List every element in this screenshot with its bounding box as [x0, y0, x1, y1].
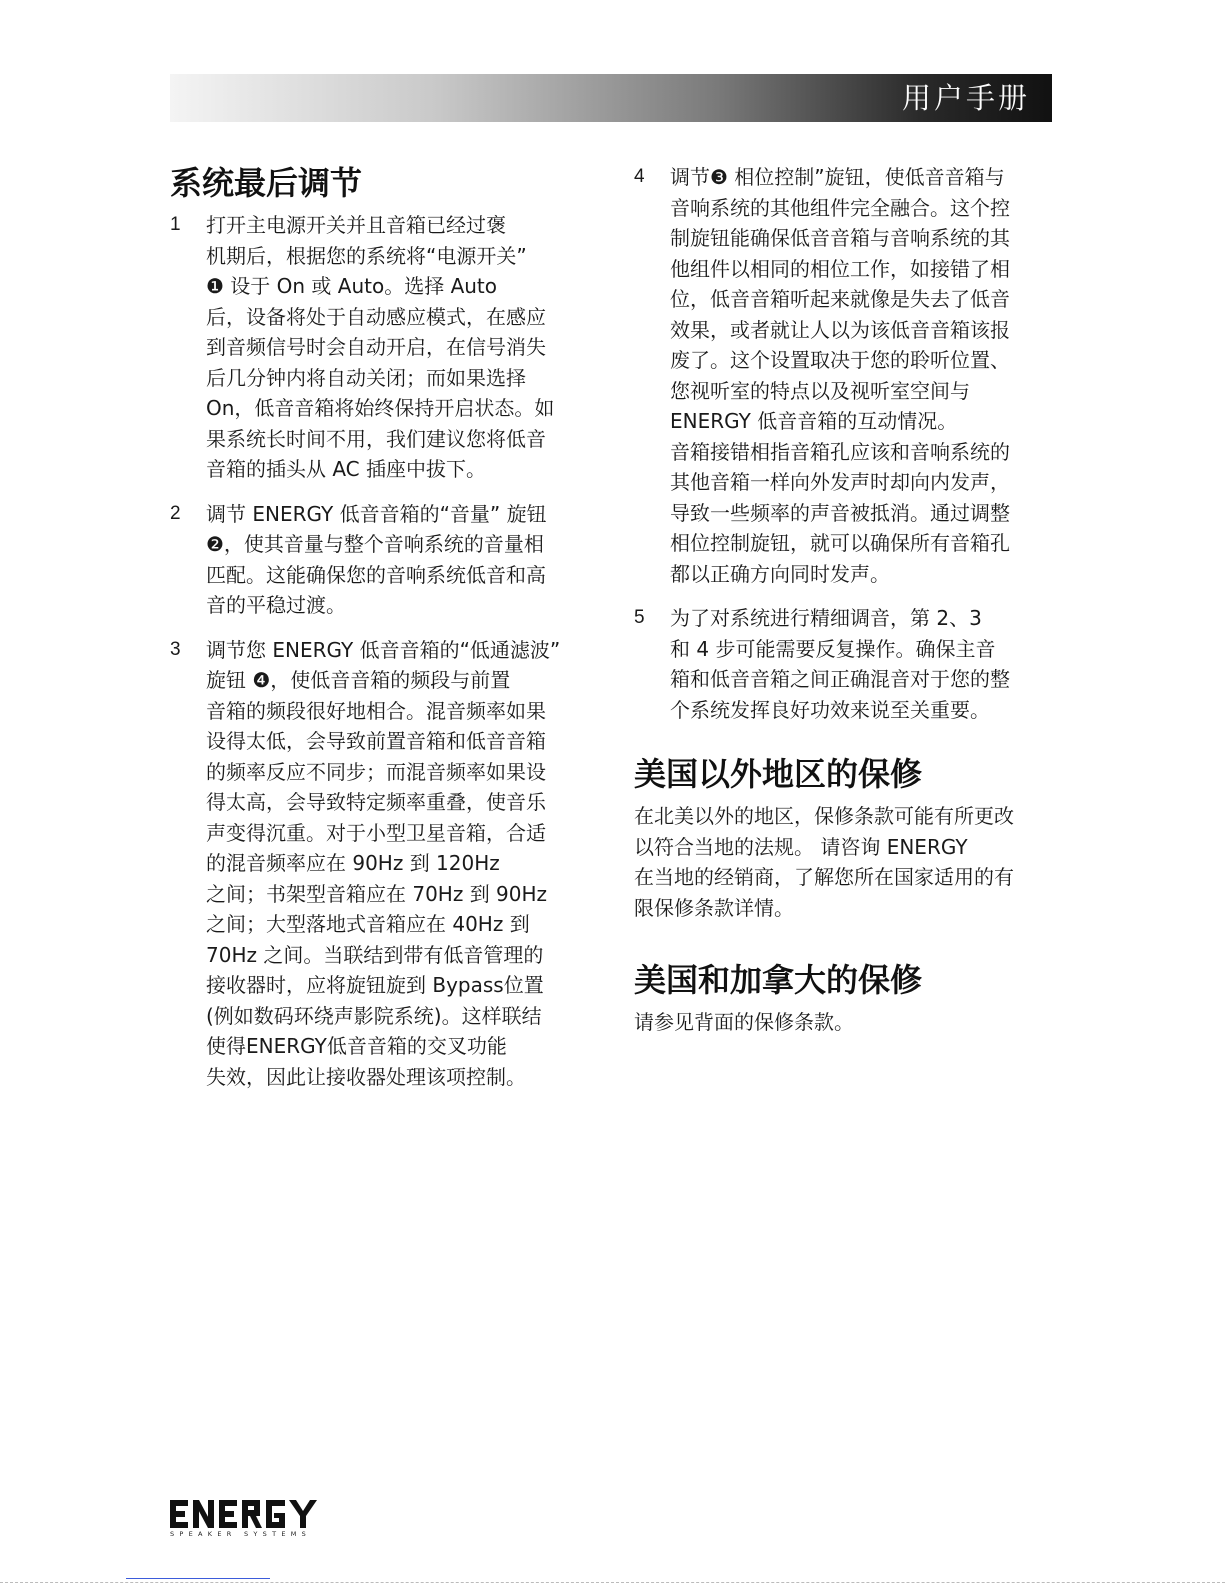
step-text-line: 音箱的插头从 AC 插座中拔下。	[206, 457, 487, 481]
step-item	[170, 635, 600, 1093]
step-text-line: 您视听室的特点以及视听室空间与	[670, 378, 970, 403]
step-text-line: 位，低音音箱听起来就像是失去了低音	[670, 287, 1010, 311]
intl-warranty-text	[634, 801, 1054, 923]
step-text-line: 音的平稳过渡。	[206, 593, 346, 617]
step-item	[170, 210, 600, 485]
step-text-line: 的混音频率应在 90Hz 到 120Hz	[206, 851, 500, 875]
left-step-list	[170, 210, 600, 1092]
step-text-line: 使得ENERGY低音音箱的交叉功能	[206, 1034, 507, 1058]
step-text-line: 效果，或者就让人以为该低音音箱该报	[670, 317, 1010, 342]
step-number: 5	[634, 607, 645, 628]
step-text-line: 导致一些频率的声音被抵消。通过调整	[670, 500, 1010, 525]
paragraph-line: 以符合当地的法规。 请咨询 ENERGY	[634, 834, 968, 859]
header-bar	[170, 74, 1052, 122]
step-text-line: ❷，使其音量与整个音响系统的音量相	[206, 532, 544, 556]
left-column	[170, 162, 600, 1106]
right-column	[634, 162, 1054, 1038]
step-text-line: 声变得沉重。对于小型卫星音箱，合适	[206, 820, 546, 845]
step-text-line: 果系统长时间不用，我们建议您将低音	[206, 426, 546, 451]
step-text-line: 到音频信号时会自动开启，在信号消失	[206, 335, 546, 359]
step-text-line: 音箱的频段很好地相合。混音频率如果	[206, 698, 546, 723]
step-text-line: 音箱接错相指音箱孔应该和音响系统的	[670, 439, 1010, 464]
us-warranty-text	[634, 1007, 1054, 1038]
logo-tagline: SPEAKER SYSTEMS	[170, 1530, 312, 1538]
header-title: 用户手册	[901, 81, 1030, 115]
step-text-line: 的频率反应不同步；而混音频率如果设	[206, 759, 546, 784]
step-text-line: 调节您 ENERGY 低音音箱的“低通滤波”	[206, 637, 561, 662]
step-item	[170, 499, 600, 621]
step-text-line: 他组件以相同的相位工作，如接错了相	[670, 256, 1010, 281]
step-text-line: 和 4 步可能需要反复操作。确保主音	[670, 636, 996, 661]
step-text-line: 之间；大型落地式音箱应在 40Hz 到	[206, 912, 530, 936]
step-text-line: On，低音音箱将始终保持开启状态。如	[206, 396, 555, 420]
step-item	[634, 603, 1054, 725]
step-text-line: 都以正确方向同时发声。	[670, 561, 890, 586]
step-text-line: 旋钮 ❹，使低音音箱的频段与前置	[206, 668, 511, 692]
paragraph-line: 限保修条款详情。	[634, 895, 794, 920]
step-text-line: 相位控制旋钮，就可以确保所有音箱孔	[670, 531, 1010, 555]
step-text-line: 70Hz 之间。当联结到带有低音管理的	[206, 942, 544, 967]
step-text-line: 制旋钮能确保低音音箱与音响系统的其	[670, 226, 1010, 250]
step-text-line: ❶ 设于 On 或 Auto。选择 Auto	[206, 274, 498, 298]
step-text-line: 机期后，根据您的系统将“电源开关”	[206, 243, 527, 268]
section-heading-intl-warranty: 美国以外地区的保修	[634, 755, 923, 793]
right-step-list	[634, 162, 1054, 725]
step-text-line: 接收器时，应将旋钮旋到 Bypass位置	[206, 973, 544, 997]
step-text-line: 箱和低音音箱之间正确混音对于您的整	[670, 667, 1010, 691]
paragraph-line: 请参见背面的保修条款。	[634, 1010, 854, 1034]
step-text-line: 打开主电源开关并且音箱已经过褒	[206, 213, 506, 237]
step-item	[634, 162, 1054, 589]
step-text-line: 调节❸ 相位控制”旋钮，使低音音箱与	[670, 165, 1005, 189]
link-underline	[126, 1578, 270, 1579]
paragraph-line: 在北美以外的地区，保修条款可能有所更改	[634, 804, 1014, 828]
step-text-line: 个系统发挥良好功效来说至关重要。	[670, 697, 990, 722]
step-text-line: ENERGY 低音音箱的互动情况。	[670, 409, 958, 433]
step-number: 3	[170, 638, 181, 660]
step-text-line: 后几分钟内将自动关闭；而如果选择	[206, 365, 526, 390]
step-text-line: 调节 ENERGY 低音音箱的“音量” 旋钮	[206, 501, 547, 526]
step-number: 1	[170, 214, 181, 235]
step-text-line: 为了对系统进行精细调音，第 2、3	[670, 606, 982, 630]
step-text-line: 匹配。这能确保您的音响系统低音和高	[206, 562, 546, 587]
section-heading-final-adjustment: 系统最后调节	[170, 164, 363, 202]
step-text-line: 失效，因此让接收器处理该项控制。	[206, 1064, 526, 1089]
paragraph-line: 在当地的经销商，了解您所在国家适用的有	[634, 865, 1014, 889]
step-text-line: 音响系统的其他组件完全融合。这个控	[670, 195, 1010, 220]
step-text-line: 设得太低，会导致前置音箱和低音音箱	[206, 729, 546, 753]
step-text-line: 废了。这个设置取决于您的聆听位置、	[670, 348, 1010, 372]
page-edge	[0, 1582, 1225, 1583]
step-text-line: 之间；书架型音箱应在 70Hz 到 90Hz	[206, 881, 548, 906]
section-heading-us-warranty: 美国和加拿大的保修	[634, 961, 923, 999]
step-text-line: 得太高，会导致特定频率重叠，使音乐	[206, 790, 546, 814]
step-text-line: (例如数码环绕声影院系统)。这样联结	[206, 1003, 542, 1028]
step-number: 2	[170, 502, 181, 524]
step-number: 4	[634, 166, 645, 187]
step-text-line: 其他音箱一样向外发声时却向内发声，	[670, 470, 1010, 494]
step-text-line: 后，设备将处于自动感应模式，在感应	[206, 304, 546, 329]
